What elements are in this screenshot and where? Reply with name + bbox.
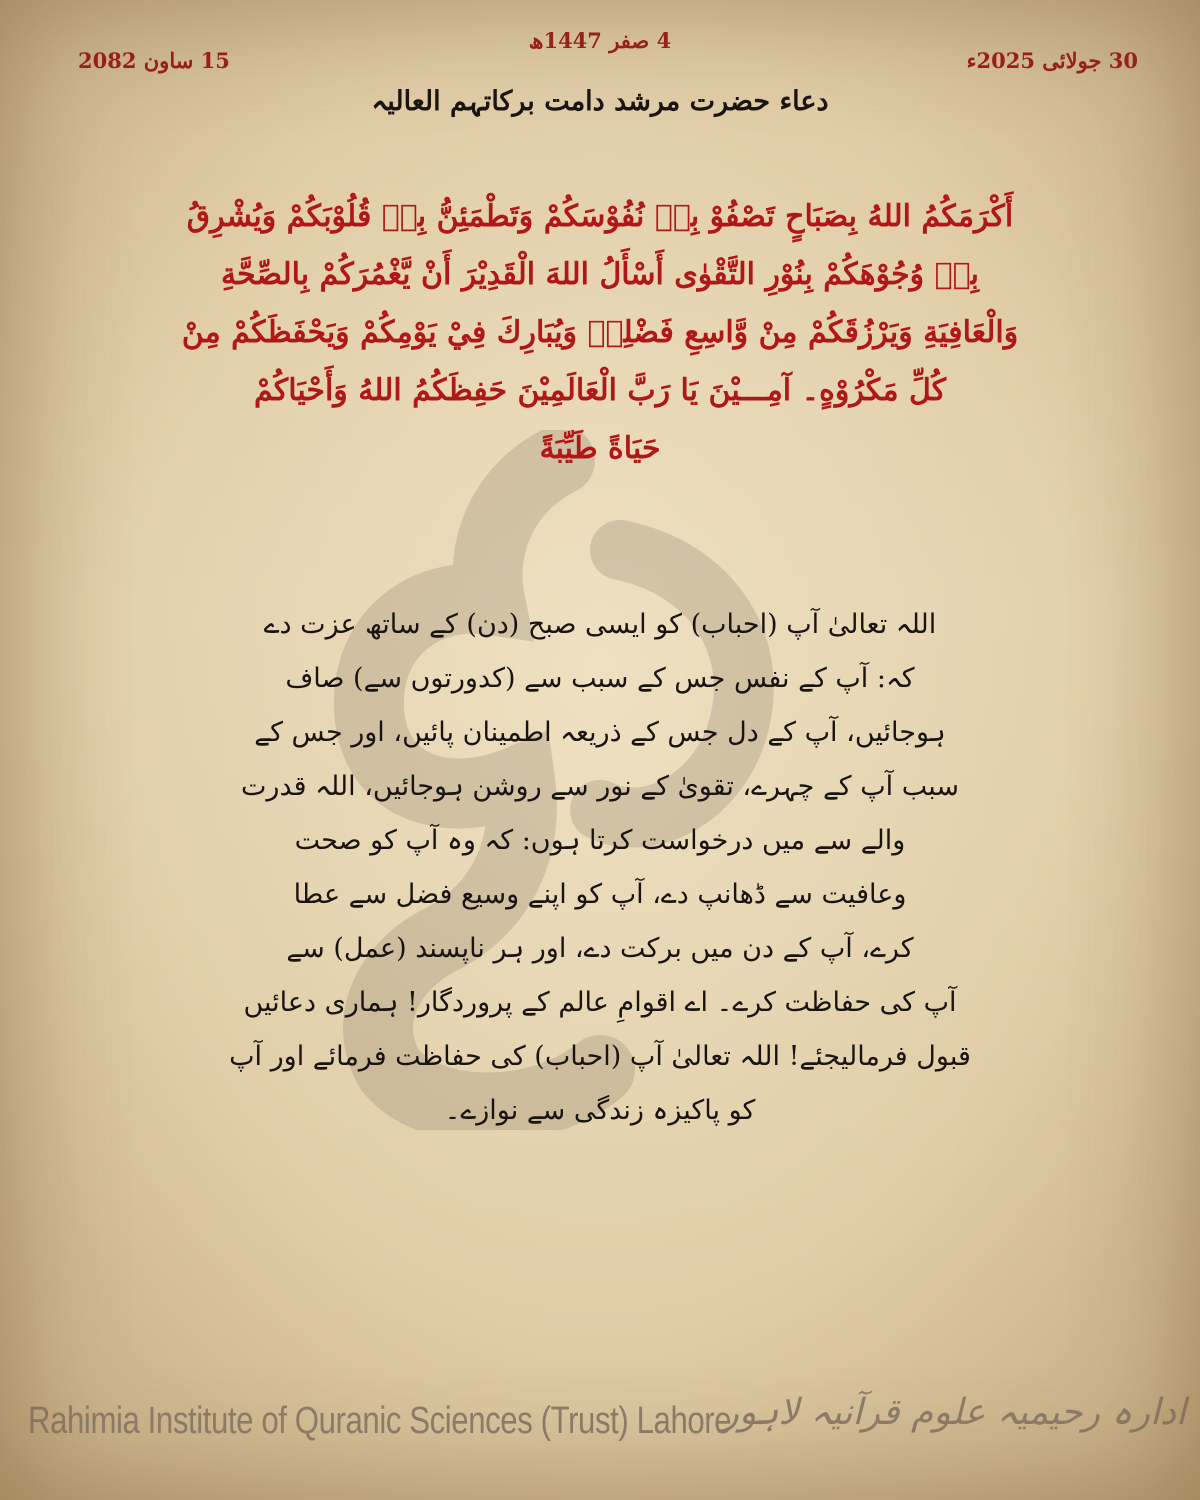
urdu-translation-line: آپ کی حفاظت کرے۔ اے اقوامِ عالم کے پروردگار! ہماری دعائیں	[243, 987, 957, 1018]
arabic-dua-line: بِهٖ وُجُوْهَكُمْ بِنُوْرِ التَّقْوٰى أَسْأَلُ اللهَ الْقَدِيْرَ أَنْ يَّغْمُرَكُمْ بِالصِّحَّةِ	[221, 257, 979, 292]
arabic-dua	[120, 188, 1080, 478]
arabic-dua-line: وَالْعَافِيَةِ وَيَرْزُقَكُمْ مِنْ وَّاسِعِ فَضْلِهٖ وَيُبَارِكَ فِيْ يَوْمِكُمْ وَيَحْفَظَكُمْ مِنْ	[181, 315, 1019, 350]
institute-name-english: Rahimia Institute of Quranic Sciences (Trust) Lahore	[28, 1400, 732, 1442]
urdu-translation-line: وعافیت سے ڈھانپ دے، آپ کو اپنے وسیع فضل سے عطا	[293, 879, 907, 910]
date-hijri: 4 صفر 1447ھ	[528, 28, 672, 53]
urdu-translation	[200, 598, 1000, 1138]
date-bikrami: 15 ساون 2082	[78, 48, 230, 73]
arabic-dua-line: كُلِّ مَكْرُوْهٍ۔ آمِـــيْنَ يَا رَبَّ الْعَالَمِيْنَ حَفِظَكُمُ اللهُ وَأَحْيَاكُمْ	[253, 373, 947, 408]
institute-logo-urdu: ادارہ رحیمیہ علوم قرآنیہ لاہور	[721, 1392, 1186, 1433]
arabic-dua-line: حَيَاةً طَيِّبَةً	[539, 431, 661, 466]
urdu-translation-line: اللہ تعالیٰ آپ (احباب) کو ایسی صبح (دن) کے ساتھ عزت دے	[263, 609, 937, 640]
urdu-translation-line: کو پاکیزہ زندگی سے نوازے۔	[444, 1095, 756, 1126]
urdu-translation-line: کہ: آپ کے نفس جس کے سبب سے (کدورتوں سے) صاف	[285, 663, 915, 694]
date-gregorian: 30 جولائی 2025ء	[966, 48, 1138, 73]
urdu-translation-line: قبول فرمالیجئے! اللہ تعالیٰ آپ (احباب) کی حفاظت فرمائے اور آپ	[229, 1041, 971, 1072]
urdu-translation-line: ہوجائیں، آپ کے دل جس کے ذریعہ اطمینان پائیں، اور جس کے	[254, 717, 946, 748]
arabic-dua-line: أَكْرَمَكُمُ اللهُ بِصَبَاحٍ تَصْفُوْ بِهٖ نُفُوْسَكُمْ وَتَطْمَئِنُّ بِهٖ قُلُوْبَكُمْ وَيُشْرِقُ	[186, 199, 1014, 234]
urdu-translation-line: کرے، آپ کے دن میں برکت دے، اور ہر ناپسند (عمل) سے	[286, 933, 914, 964]
page-title: دعاء حضرت مرشد دامت برکاتہم العالیہ	[371, 86, 829, 117]
urdu-translation-line: سبب آپ کے چہرے، تقویٰ کے نور سے روشن ہوجائیں، اللہ قدرت	[241, 771, 959, 802]
urdu-translation-line: والے سے میں درخواست کرتا ہوں: کہ وہ آپ کو صحت	[294, 825, 906, 856]
